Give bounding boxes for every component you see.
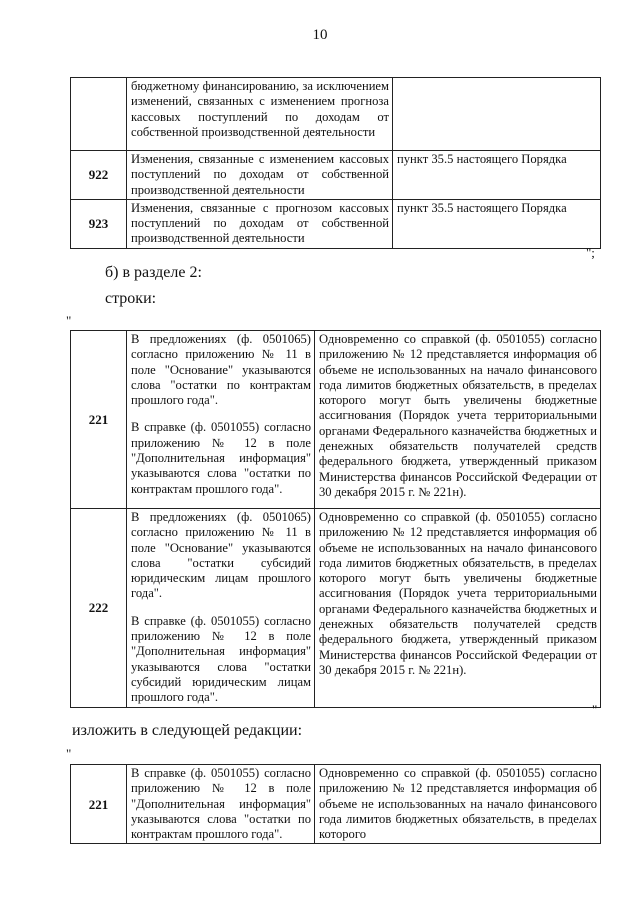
row-reference: Одновременно со справкой (ф. 0501055) согласно приложению № 12 представляется информация об объеме не использованных на начало финансового года лимитов бюджетных обязательств, в пределах которого могут быть увеличены бюджетные ассигнования (Порядок учета территориальными органами Федерального казначейства бюджетных и денежных обязательств получателей средств федерального бюджета, утвержденный приказом Министерства финансов Российской Федерации от 30 декабря 2015 г. № 221н). bbox=[315, 331, 601, 509]
table-row bbox=[71, 199, 601, 248]
row-description bbox=[127, 509, 315, 708]
row-number: 221 bbox=[71, 765, 127, 844]
table-row bbox=[71, 78, 601, 151]
closing-quote-table1: "; bbox=[586, 245, 595, 260]
row-reference: пункт 35.5 настоящего Порядка bbox=[393, 151, 601, 200]
table-row bbox=[71, 151, 601, 200]
row-reference bbox=[393, 78, 601, 151]
opening-quote: " bbox=[66, 746, 72, 761]
table-new-rows bbox=[70, 764, 601, 844]
closing-quote-table2: " bbox=[592, 702, 598, 717]
row-number bbox=[71, 78, 127, 151]
section-heading: б) в разделе 2: bbox=[105, 264, 202, 281]
row-reference: пункт 35.5 настоящего Порядка bbox=[393, 199, 601, 248]
table-row bbox=[71, 765, 601, 844]
row-reference: Одновременно со справкой (ф. 0501055) согласно приложению № 12 представляется информация об объеме не использованных на начало финансового года лимитов бюджетных обязательств, в пределах которого bbox=[315, 765, 601, 844]
description-paragraph: В предложениях (ф. 0501065) согласно приложению № 11 в поле "Основание" указываются слова "остатки по контрактам прошлого года". bbox=[131, 332, 311, 408]
row-number: 222 bbox=[71, 509, 127, 708]
opening-quote: " bbox=[66, 313, 72, 328]
rows-label: строки: bbox=[105, 290, 157, 307]
row-reference: Одновременно со справкой (ф. 0501055) согласно приложению № 12 представляется информация об объеме не использованных на начало финансового года лимитов бюджетных обязательств, в пределах которого могут быть увеличены бюджетные ассигнования (Порядок учета территориальными органами Федерального казначейства бюджетных и денежных обязательств получателей средств федерального бюджета, утвержденный приказом Министерства финансов Российской Федерации от 30 декабря 2015 г. № 221н). bbox=[315, 509, 601, 708]
row-description bbox=[127, 331, 315, 509]
row-number: 922 bbox=[71, 151, 127, 200]
row-description: В справке (ф. 0501055) согласно приложению № 12 в поле "Дополнительная информация" указываются слова "остатки по контрактам прошлого года". bbox=[127, 765, 315, 844]
table-row bbox=[71, 331, 601, 509]
table-row bbox=[71, 509, 601, 708]
page-number: 10 bbox=[312, 27, 328, 43]
description-paragraph: В справке (ф. 0501055) согласно приложению № 12 в поле "Дополнительная информация" указываются слова "остатки субсидий юридическим лицам прошлого года". bbox=[131, 613, 311, 705]
row-description: Изменения, связанные с изменением кассовых поступлений по доходам от собственной производственной деятельности bbox=[127, 151, 393, 200]
replace-label: изложить в следующей редакции: bbox=[72, 722, 303, 739]
table-continuation bbox=[70, 77, 601, 249]
row-number: 923 bbox=[71, 199, 127, 248]
description-paragraph: В предложениях (ф. 0501065) согласно приложению № 11 в поле "Основание" указываются слова "остатки субсидий юридическим лицам прошлого года". bbox=[131, 510, 311, 601]
row-description: бюджетному финансированию, за исключением изменений, связанных с изменением прогноза кассовых поступлений по доходам от собственной производственной деятельности bbox=[127, 78, 393, 151]
row-number: 221 bbox=[71, 331, 127, 509]
row-description: Изменения, связанные с прогнозом кассовых поступлений по доходам от собственной производственной деятельности bbox=[127, 199, 393, 248]
description-paragraph: В справке (ф. 0501055) согласно приложению № 12 в поле "Дополнительная информация" указываются слова "остатки по контрактам прошлого года". bbox=[131, 420, 311, 496]
table-original-rows bbox=[70, 330, 601, 708]
